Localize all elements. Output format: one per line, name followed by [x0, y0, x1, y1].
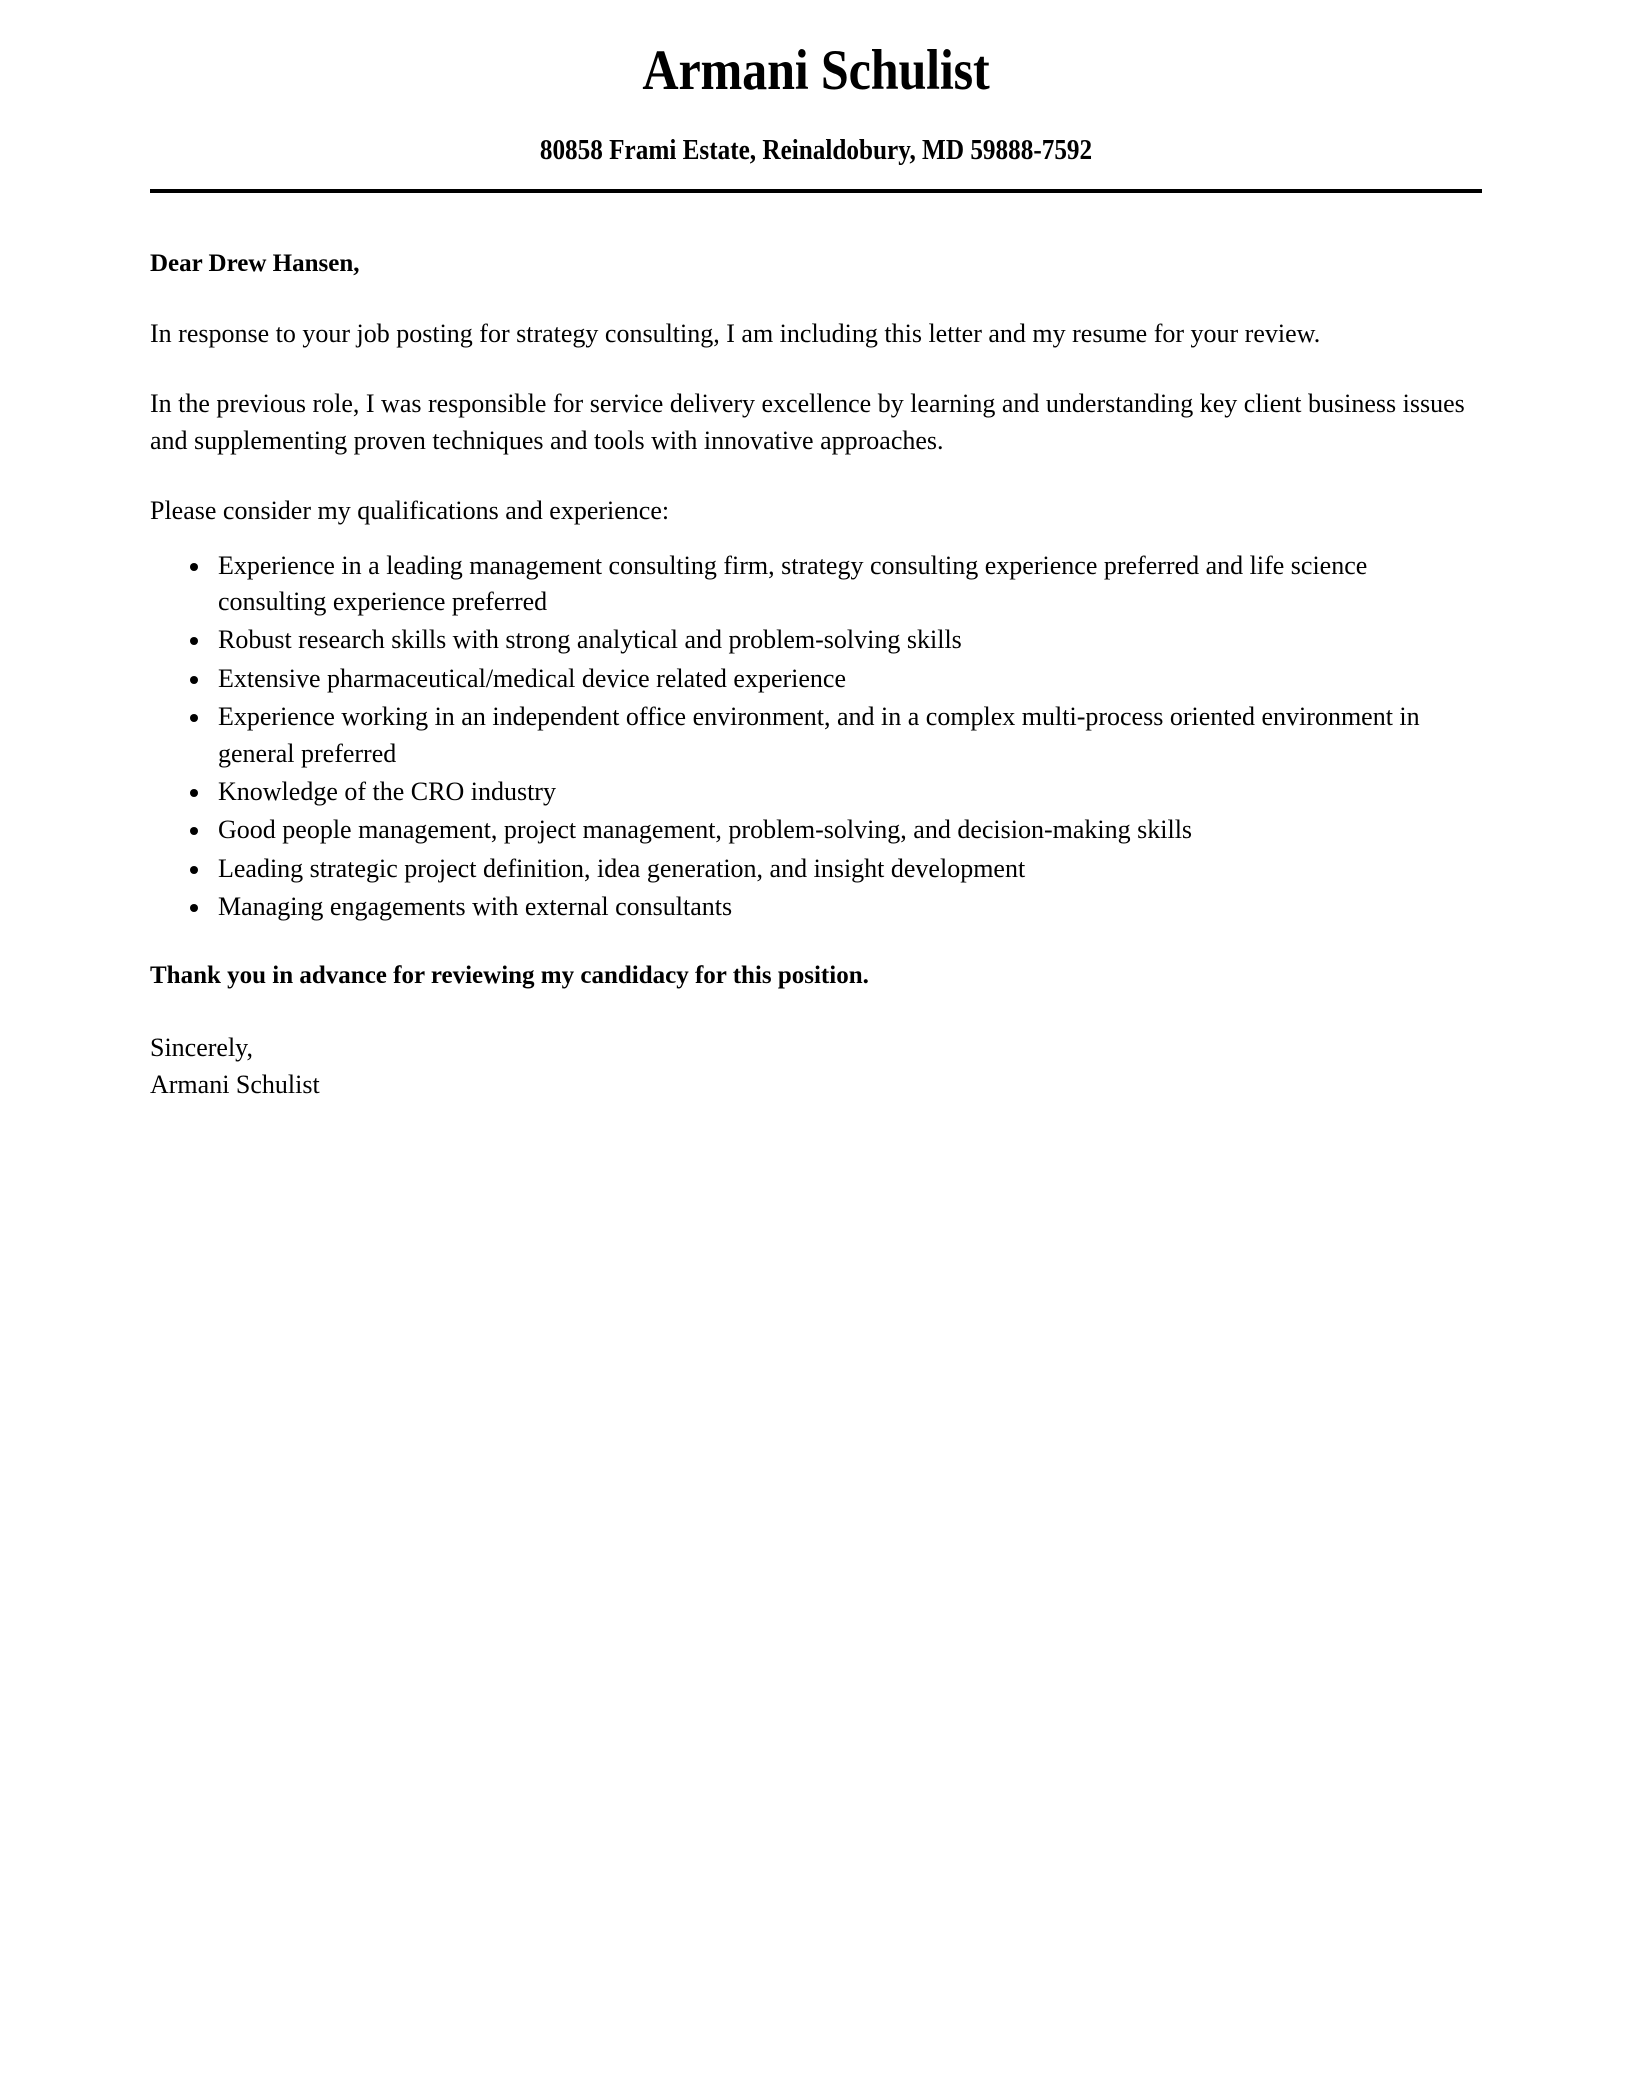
- body-paragraph-2: In the previous role, I was responsible for service delivery excellence by learning and understanding key client business issues and supplementing proven techniques and tools with innovative approaches.: [150, 389, 1465, 456]
- sender-name: Armani Schulist: [642, 39, 990, 102]
- list-item: • Extensive pharmaceutical/medical device related experience: [212, 661, 1482, 697]
- list-item: • Leading strategic project definition, idea generation, and insight development: [212, 851, 1482, 887]
- qualifications-list: [150, 548, 1482, 926]
- signoff-line: Sincerely,: [150, 1033, 253, 1063]
- list-item: • Experience working in an independent office environment, and in a complex multi-process oriented environment in general preferred: [212, 699, 1482, 772]
- list-item: • Good people management, project management, problem-solving, and decision-making skills: [212, 812, 1482, 848]
- list-item: • Experience in a leading management consulting firm, strategy consulting experience preferred and life science consulting experience preferred: [212, 548, 1482, 621]
- signature-block: [150, 1029, 1482, 1103]
- sender-address: 80858 Frami Estate, Reinaldobury, MD 59888-7592: [539, 134, 1093, 166]
- body-paragraph-1: In response to your job posting for strategy consulting, I am including this letter and my resume for your review.: [150, 318, 1321, 348]
- signature-name: Armani Schulist: [150, 1070, 320, 1100]
- salutation: Dear Drew Hansen,: [150, 250, 360, 278]
- list-item: • Robust research skills with strong analytical and problem-solving skills: [212, 622, 1482, 658]
- closing-statement: Thank you in advance for reviewing my candidacy for this position.: [150, 962, 869, 990]
- letter-body: [150, 193, 1482, 1103]
- letterhead: [150, 38, 1482, 193]
- qualifications-intro: Please consider my qualifications and experience:: [150, 496, 670, 526]
- list-item: • Managing engagements with external consultants: [212, 889, 1482, 925]
- list-item: • Knowledge of the CRO industry: [212, 774, 1482, 810]
